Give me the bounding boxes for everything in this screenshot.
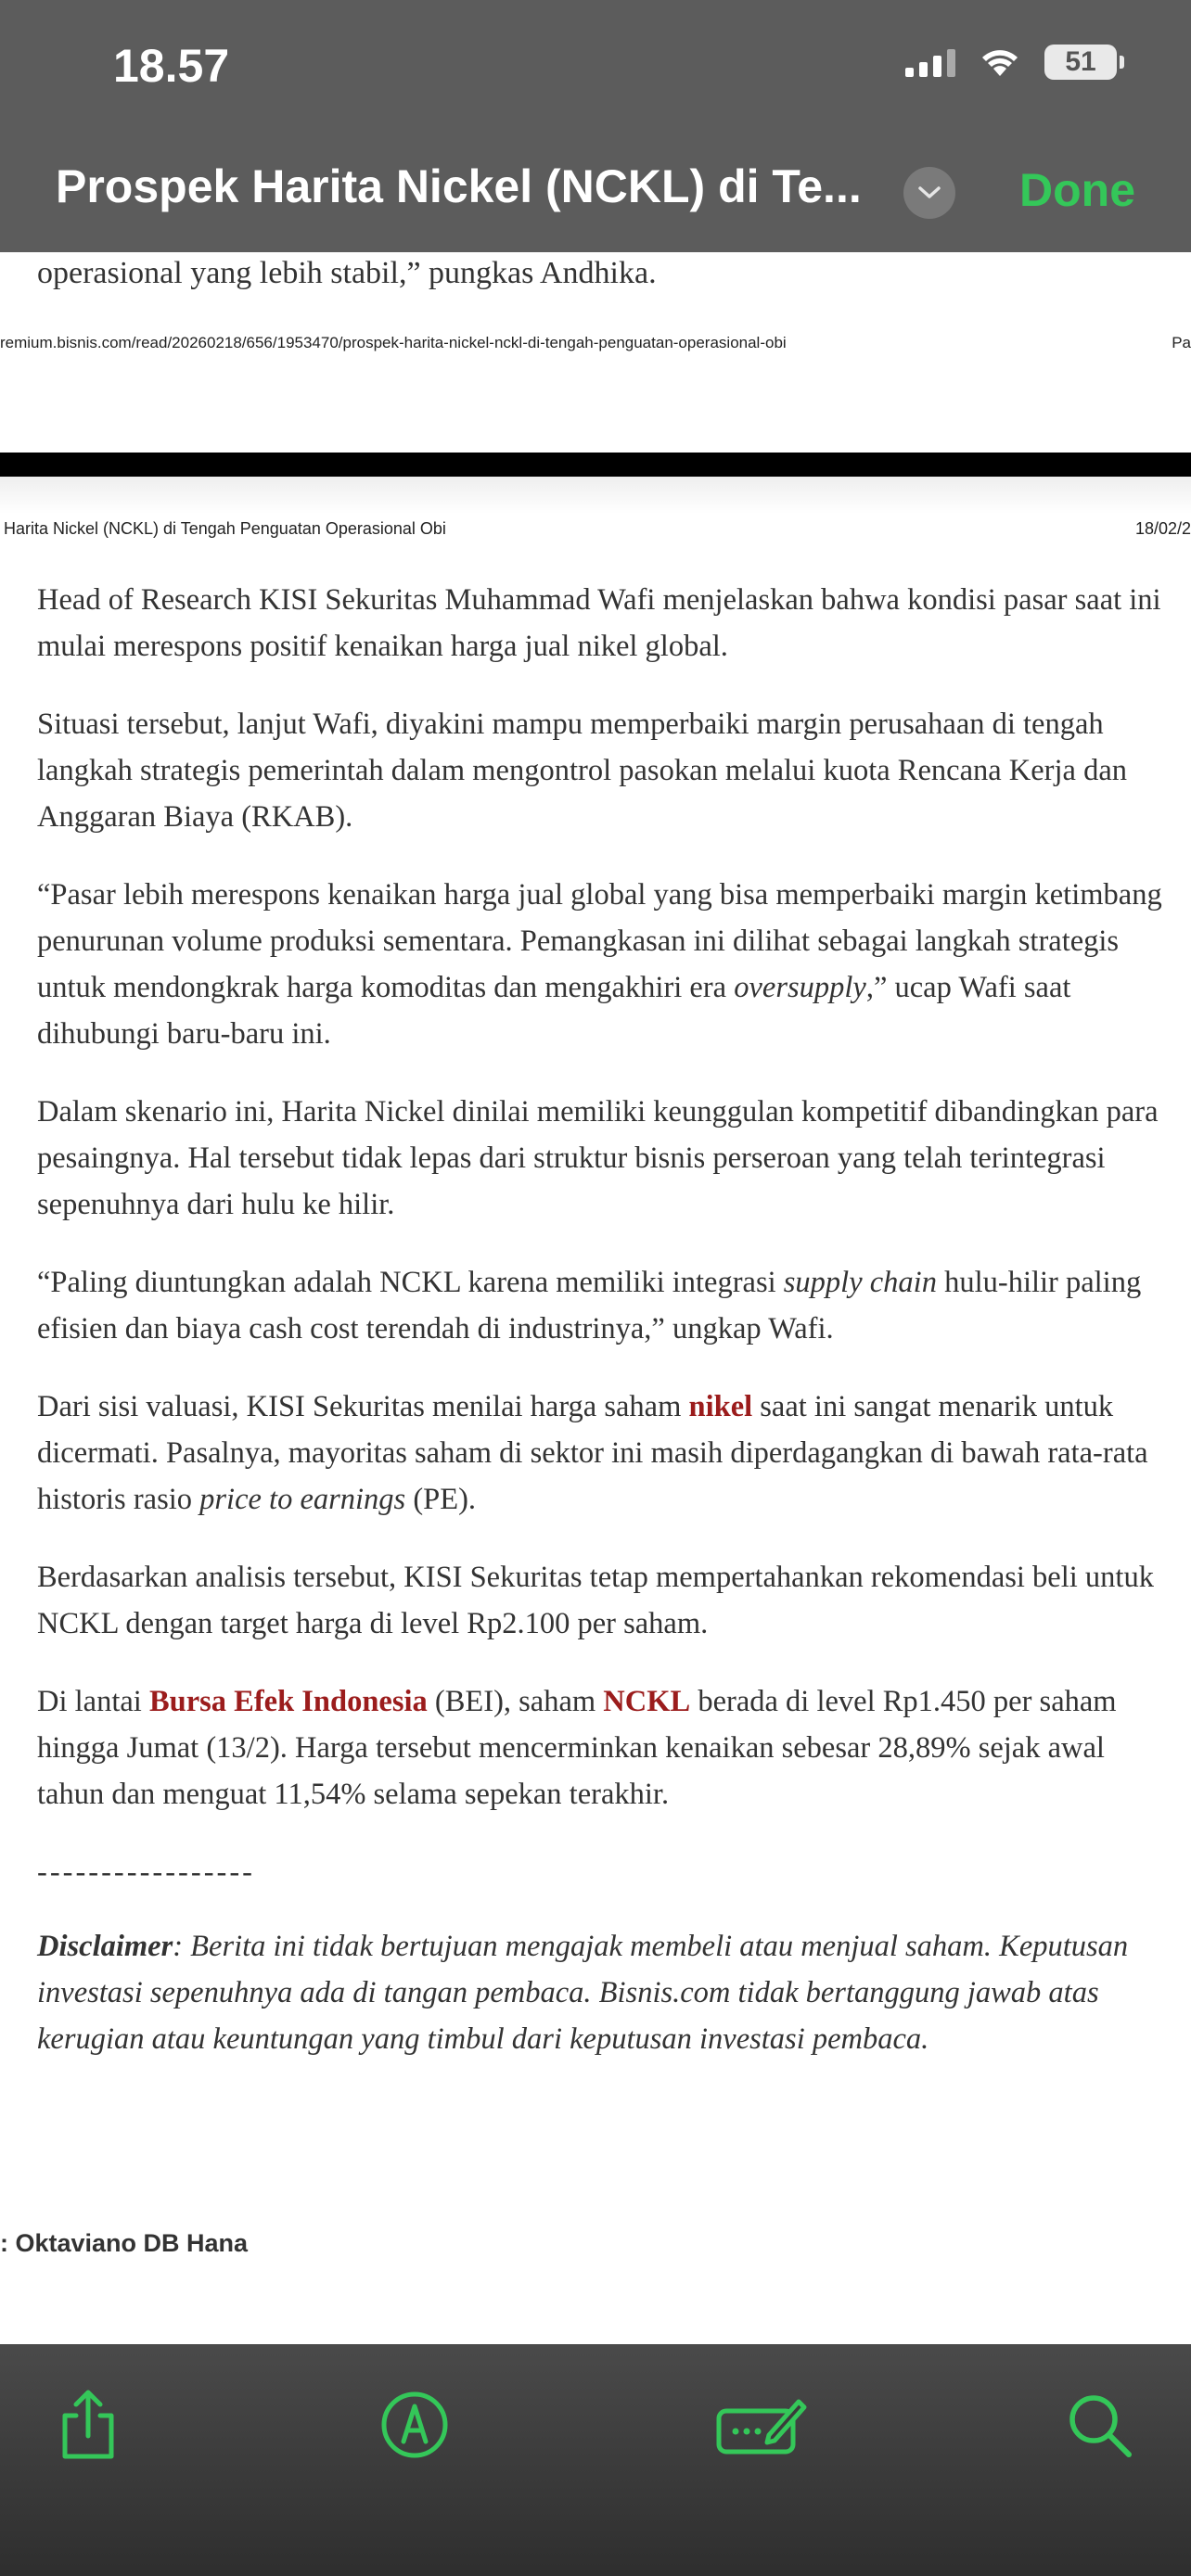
paragraph [37, 872, 1169, 1057]
paragraph [37, 1678, 1169, 1817]
title-menu-button[interactable] [903, 167, 955, 219]
document-title: Prospek Harita Nickel (NCKL) di Te... [56, 160, 862, 212]
markup-button[interactable] [373, 2383, 456, 2467]
done-button[interactable]: Done [1019, 164, 1135, 216]
text: ,” ucap Wafi saat dihubungi baru-baru ini. [37, 971, 1071, 1051]
article-body [37, 577, 1169, 2094]
paragraph: Dalam skenario ini, Harita Nickel dinilai memiliki keunggulan kompetitif dibandingkan para pesaingnya. Hal tersebut tidak lepas dari struktur bisnis perseroan yang telah terintegrasi sepenuhnya dari hulu ke hilir. [37, 1095, 1159, 1221]
battery-icon [1044, 45, 1117, 80]
search-icon [1064, 2390, 1134, 2460]
text: (BEI), saham [427, 1685, 604, 1718]
page-footer-url: remium.bisnis.com/read/20260218/656/1953470/prospek-harita-nickel-nckl-di-tengah-penguatan-operasional-obi [0, 334, 787, 351]
page-divider [0, 453, 1191, 477]
paragraph: Berdasarkan analisis tersebut, KISI Sekuritas tetap mempertahankan rekomendasi beli untuk NCKL dengan target harga di level Rp2.100 per saham. [37, 1561, 1154, 1640]
author-line: : Oktaviano DB Hana [0, 2229, 249, 2257]
disclaimer-label: Disclaimer [37, 1930, 173, 1963]
disclaimer [37, 1923, 1169, 2062]
paragraph: Situasi tersebut, lanjut Wafi, diyakini mampu memperbaiki margin perusahaan di tengah langkah strategis pemerintah dalam mengontrol pasokan melalui kuota Rencana Kerja dan Anggaran Biaya (RKAB). [37, 708, 1128, 834]
share-icon [56, 2388, 121, 2462]
signature-button[interactable] [711, 2383, 813, 2467]
paragraph: Head of Research KISI Sekuritas Muhammad Wafi menjelaskan bahwa kondisi pasar saat ini mulai merespons positif kenaikan harga jual nikel global. [37, 583, 1161, 663]
signature-icon [715, 2392, 808, 2457]
battery-level: 51 [1065, 46, 1096, 77]
page-shadow [0, 477, 1191, 514]
share-button[interactable] [46, 2383, 130, 2467]
wifi-icon [980, 46, 1020, 78]
separator-dashes: ----------------- [37, 1855, 255, 1889]
keyword-link-bei[interactable]: Bursa Efek Indonesia [148, 1685, 428, 1718]
text: berada di level Rp1.450 per saham hingga Jumat (13/2). Harga tersebut mencerminkan kenaikan sebesar 28,89% sejak awal tahun dan menguat 11,54% selama sepekan terakhir. [37, 1685, 1117, 1811]
italic-term: price to earnings [199, 1483, 406, 1516]
text: Dari sisi valuasi, KISI Sekuritas menilai harga saham [37, 1390, 689, 1423]
keyword-link-nikel[interactable]: nikel [688, 1390, 753, 1423]
markup-pen-icon [379, 2390, 450, 2460]
chevron-down-icon [917, 185, 941, 200]
cellular-signal-icon [905, 47, 955, 77]
top-bar [0, 0, 1191, 252]
text: hulu-hilir paling efisien dan biaya cash cost terendah di industrinya,” ungkap Wafi. [37, 1266, 1142, 1345]
page-header-date: 18/02/2 [1134, 519, 1191, 538]
text: (PE). [405, 1483, 477, 1516]
text: “Paling diuntungkan adalah NCKL karena memiliki integrasi [37, 1266, 784, 1299]
search-button[interactable] [1057, 2383, 1141, 2467]
status-icons [905, 45, 1117, 80]
bottom-toolbar [0, 2344, 1191, 2576]
status-time: 18.57 [113, 40, 230, 92]
paragraph [37, 1384, 1169, 1523]
disclaimer-text: : Berita ini tidak bertujuan mengajak membeli atau menjual saham. Keputusan investasi sepenuhnya ada di tangan pembaca. Bisnis.com tidak bertanggung jawab atas kerugian atau keuntungan yang timbul dari keputusan investasi pembaca. [37, 1930, 1129, 2056]
keyword-link-nckl[interactable]: NCKL [603, 1685, 691, 1718]
text: Di lantai [37, 1685, 149, 1718]
page-header-title: Harita Nickel (NCKL) di Tengah Penguatan Operasional Obi [4, 519, 446, 538]
page-tail-text: operasional yang lebih stabil,” pungkas Andhika. [37, 256, 657, 290]
italic-term: supply chain [783, 1266, 937, 1299]
italic-term: oversupply [734, 971, 866, 1004]
text: saat ini sangat menarik untuk dicermati. Pasalnya, mayoritas saham di sektor ini masih diperdagangkan di bawah rata-rata historis rasio [37, 1390, 1148, 1516]
text: “Pasar lebih merespons kenaikan harga jual global yang bisa memperbaiki margin ketimbang penurunan volume produksi sementara. Pemangkasan ini dilihat sebagai langkah strategis untuk mendongkrak harga komoditas dan mengakhiri era [37, 878, 1162, 1004]
paragraph [37, 1259, 1169, 1352]
page-footer-right: Pa [1172, 334, 1191, 351]
